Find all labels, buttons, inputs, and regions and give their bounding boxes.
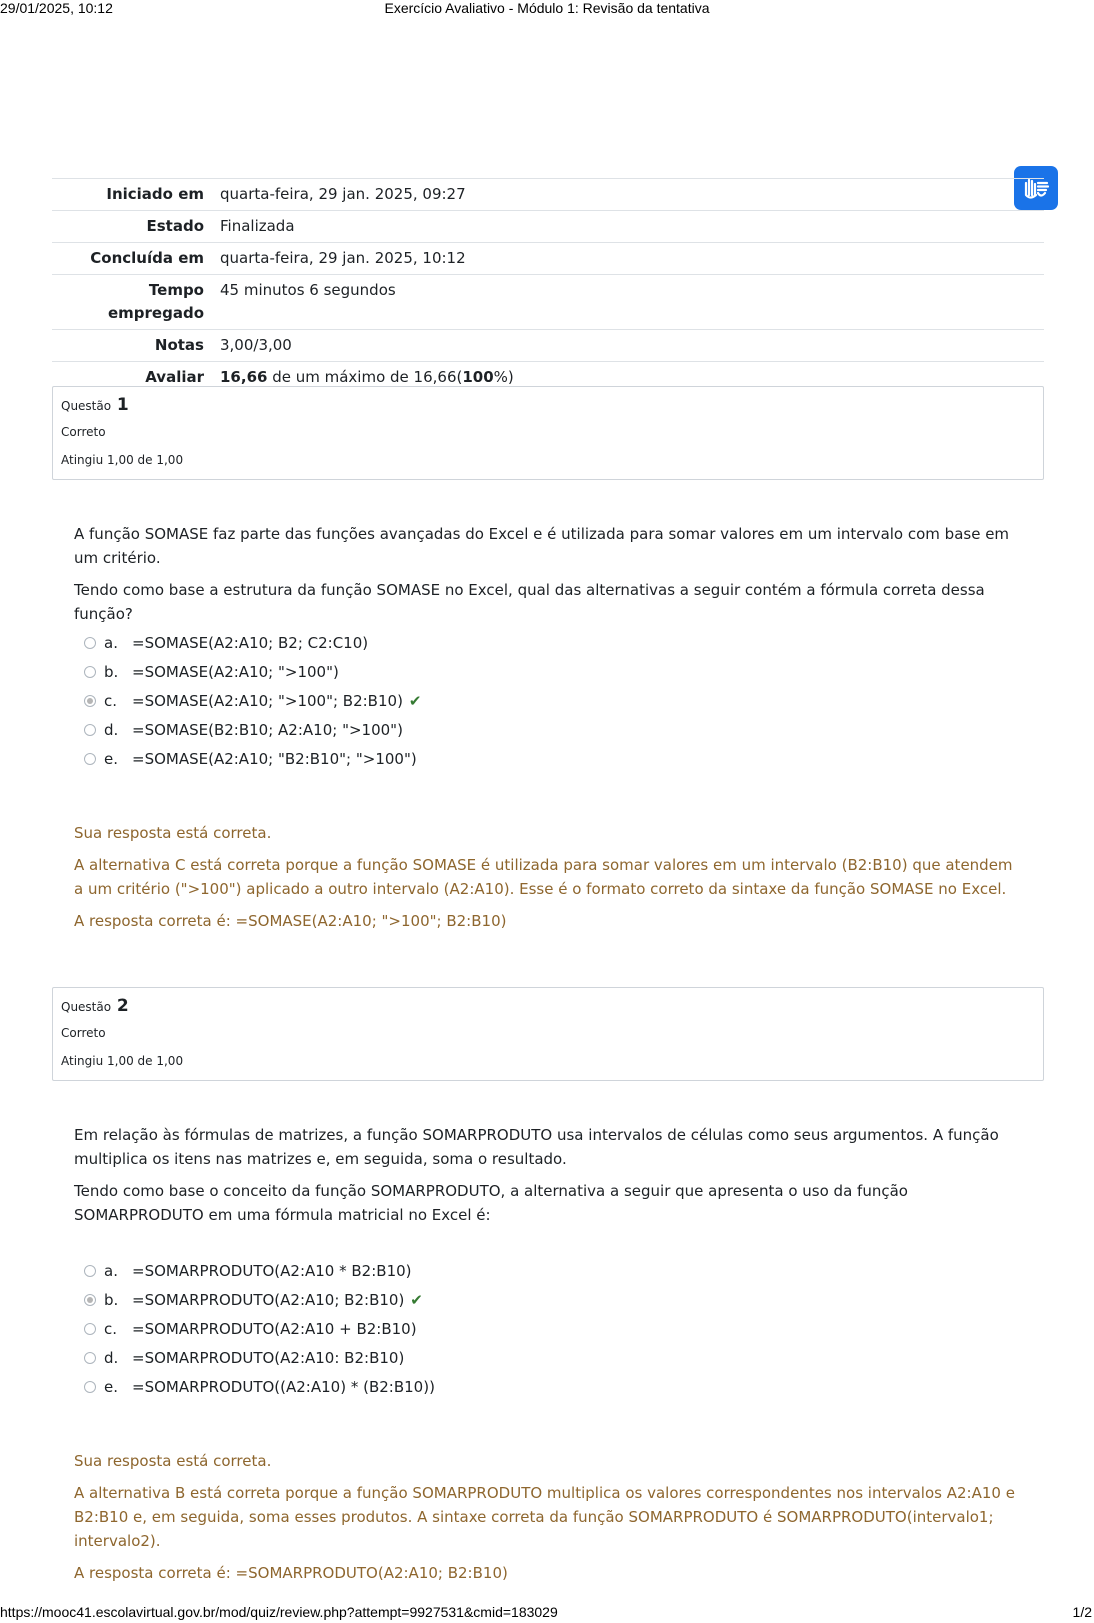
question-label: Questão: [61, 399, 112, 413]
answer-options-1: [84, 628, 1024, 773]
radio-button[interactable]: [84, 1323, 96, 1335]
radio-button-selected[interactable]: [84, 695, 96, 707]
answer-options-2: [84, 1256, 1024, 1401]
option-text: =SOMARPRODUTO(A2:A10: B2:B10): [132, 1348, 405, 1367]
summary-label: Notas: [154, 336, 204, 354]
option-letter: a.: [104, 633, 118, 652]
question-info-2: [52, 987, 1044, 1081]
option-letter: d.: [104, 1348, 119, 1367]
question-text-1: [74, 522, 1024, 634]
summary-label: Estado: [146, 217, 204, 235]
feedback-status: Sua resposta está correta.: [74, 824, 272, 842]
question-grade: Atingiu 1,00 de 1,00: [61, 1054, 184, 1068]
option-letter: e.: [104, 1377, 118, 1396]
summary-row-completed: [52, 243, 1044, 275]
print-date: 29/01/2025, 10:12: [0, 0, 113, 16]
question-text-2: [74, 1123, 1024, 1235]
option-letter: d.: [104, 720, 119, 739]
grade-text: de um máximo de 16,66(: [267, 368, 463, 386]
answer-option-e[interactable]: [84, 744, 1024, 773]
option-letter: e.: [104, 749, 118, 768]
option-text: =SOMARPRODUTO(A2:A10 + B2:B10): [132, 1319, 417, 1338]
print-title: Exercício Avaliativo - Módulo 1: Revisão da tentativa: [384, 0, 710, 16]
summary-label: Avaliar: [145, 368, 204, 386]
summary-row-state: [52, 211, 1044, 243]
question-label: Questão: [61, 1000, 112, 1014]
answer-option-b[interactable]: [84, 1285, 1024, 1314]
print-url: https://mooc41.escolavirtual.gov.br/mod/quiz/review.php?attempt=9927531&cmid=183029: [0, 1604, 558, 1620]
grade-percent: 100: [462, 368, 494, 386]
option-letter: c.: [104, 1319, 118, 1338]
summary-label: Concluída em: [90, 249, 204, 267]
summary-value: 45 minutos 6 segundos: [220, 281, 396, 299]
grade-score: 16,66: [220, 368, 268, 386]
summary-value: 3,00/3,00: [220, 336, 292, 354]
attempt-summary-table: [52, 178, 1044, 394]
question-paragraph: Tendo como base a estrutura da função SOMASE no Excel, qual das alternativas a seguir contém a fórmula correta dessa função?: [74, 581, 985, 623]
feedback-correct-answer: A resposta correta é: =SOMARPRODUTO(A2:A10; B2:B10): [74, 1564, 508, 1582]
option-text: =SOMASE(A2:A10; ">100"; B2:B10): [132, 691, 403, 710]
question-number-value: 2: [116, 996, 129, 1016]
feedback-explanation: A alternativa B está correta porque a função SOMARPRODUTO multiplica os valores correspondentes nos intervalos A2:A10 e B2:B10 e, em seguida, soma esses produtos. A sintaxe correta da função SOMARPRODUTO é SOMARPRODUTO(intervalo1; intervalo2).: [74, 1484, 1015, 1550]
radio-button[interactable]: [84, 1381, 96, 1393]
radio-button[interactable]: [84, 1265, 96, 1277]
check-icon: ✔: [410, 1290, 423, 1309]
summary-label: Tempo empregado: [107, 281, 204, 322]
answer-option-c[interactable]: [84, 1314, 1024, 1343]
summary-value: Finalizada: [220, 217, 295, 235]
question-paragraph: Em relação às fórmulas de matrizes, a função SOMARPRODUTO usa intervalos de células como seus argumentos. A função multiplica os itens nas matrizes e, em seguida, soma o resultado.: [74, 1126, 999, 1168]
print-page-number: 1/2: [1072, 1604, 1092, 1620]
radio-button[interactable]: [84, 1352, 96, 1364]
option-text: =SOMASE(A2:A10; B2; C2:C10): [132, 633, 369, 652]
summary-label: Iniciado em: [106, 185, 204, 203]
answer-option-e[interactable]: [84, 1372, 1024, 1401]
summary-row-time: [52, 275, 1044, 330]
feedback-explanation: A alternativa C está correta porque a função SOMASE é utilizada para somar valores em um intervalo (B2:B10) que atendem a um critério (">100") aplicado a outro intervalo (A2:A10). Esse é o formato correto da sintaxe da função SOMASE no Excel.: [74, 856, 1013, 898]
radio-button[interactable]: [84, 637, 96, 649]
option-text: =SOMARPRODUTO(A2:A10 * B2:B10): [132, 1261, 412, 1280]
question-grade: Atingiu 1,00 de 1,00: [61, 453, 184, 467]
radio-button-selected[interactable]: [84, 1294, 96, 1306]
answer-option-a[interactable]: [84, 1256, 1024, 1285]
question-paragraph: A função SOMASE faz parte das funções avançadas do Excel e é utilizada para somar valores em um intervalo com base em um critério.: [74, 525, 1010, 567]
option-letter: c.: [104, 691, 118, 710]
answer-option-a[interactable]: [84, 628, 1024, 657]
question-state: Correto: [61, 1026, 106, 1040]
summary-value: quarta-feira, 29 jan. 2025, 10:12: [220, 249, 466, 267]
grade-text-end: %): [493, 368, 514, 386]
feedback-1: [74, 821, 1024, 941]
question-paragraph: Tendo como base o conceito da função SOMARPRODUTO, a alternativa a seguir que apresenta o uso da função SOMARPRODUTO em uma fórmula matricial no Excel é:: [74, 1182, 908, 1224]
question-number: [61, 996, 129, 1016]
answer-option-c[interactable]: [84, 686, 1024, 715]
answer-option-b[interactable]: [84, 657, 1024, 686]
answer-option-d[interactable]: [84, 715, 1024, 744]
option-letter: a.: [104, 1261, 118, 1280]
feedback-2: [74, 1449, 1024, 1593]
option-letter: b.: [104, 662, 119, 681]
option-text: =SOMARPRODUTO(A2:A10; B2:B10): [132, 1290, 405, 1309]
option-letter: b.: [104, 1290, 119, 1309]
print-header: [0, 0, 1094, 18]
radio-button[interactable]: [84, 753, 96, 765]
check-icon: ✔: [408, 691, 422, 710]
summary-row-marks: [52, 330, 1044, 362]
answer-option-d[interactable]: [84, 1343, 1024, 1372]
summary-row-started: [52, 179, 1044, 211]
option-text: =SOMASE(B2:B10; A2:A10; ">100"): [132, 720, 403, 739]
print-footer: [0, 1604, 1094, 1622]
question-info-1: [52, 386, 1044, 480]
option-text: =SOMASE(A2:A10; "B2:B10"; ">100"): [132, 749, 417, 768]
option-text: =SOMARPRODUTO((A2:A10) * (B2:B10)): [132, 1377, 435, 1396]
feedback-status: Sua resposta está correta.: [74, 1452, 272, 1470]
summary-value: quarta-feira, 29 jan. 2025, 09:27: [220, 185, 466, 203]
radio-button[interactable]: [84, 666, 96, 678]
radio-button[interactable]: [84, 724, 96, 736]
question-number-value: 1: [116, 395, 129, 415]
option-text: =SOMASE(A2:A10; ">100"): [132, 662, 339, 681]
question-state: Correto: [61, 425, 106, 439]
question-number: [61, 395, 129, 415]
feedback-correct-answer: A resposta correta é: =SOMASE(A2:A10; ">100"; B2:B10): [74, 912, 507, 930]
